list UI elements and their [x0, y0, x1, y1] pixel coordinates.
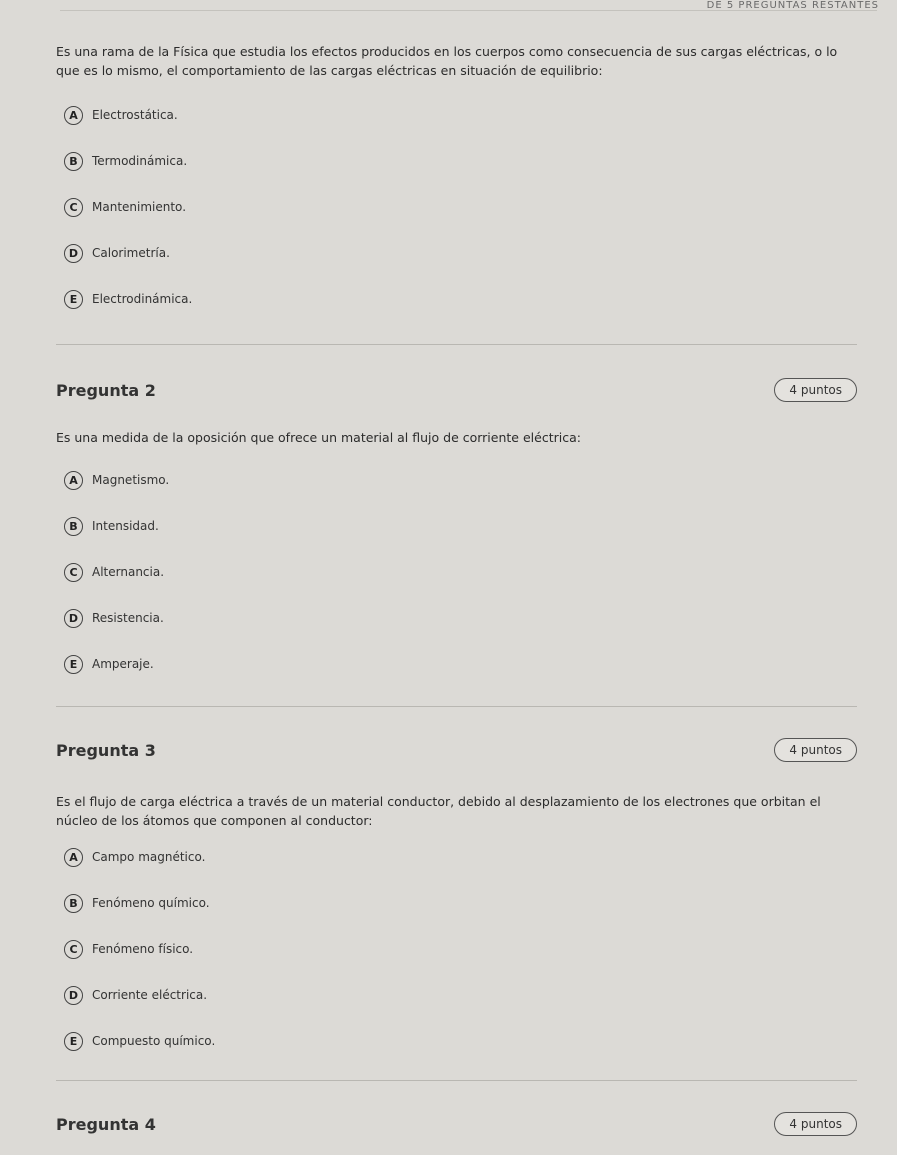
q3-option-b[interactable]	[56, 880, 857, 926]
question-divider	[56, 706, 857, 707]
q2-option-e[interactable]	[56, 641, 857, 687]
option-label: Corriente eléctrica.	[92, 988, 208, 1002]
option-letter: C	[64, 563, 83, 582]
q1-option-c[interactable]	[56, 184, 857, 230]
q1-option-d[interactable]	[56, 230, 857, 276]
option-label: Fenómeno físico.	[92, 942, 194, 956]
question-divider	[56, 344, 857, 345]
question-4-title: Pregunta 4	[56, 1114, 156, 1134]
option-label: Mantenimiento.	[92, 200, 187, 214]
option-label: Calorimetría.	[92, 246, 170, 260]
option-label: Electrostática.	[92, 108, 178, 122]
question-3-options	[56, 834, 857, 1064]
q1-option-b[interactable]	[56, 138, 857, 184]
question-2	[56, 378, 857, 687]
question-2-points-badge: 4 puntos	[774, 378, 857, 402]
question-3-title: Pregunta 3	[56, 740, 156, 760]
question-1-text: Es una rama de la Física que estudia los efectos producidos en los cuerpos como consecuencia de sus cargas eléctricas, o lo que es lo mismo, el comportamiento de las cargas eléctricas en situación de equilibrio:	[56, 44, 838, 78]
option-letter: A	[64, 106, 83, 125]
option-letter: D	[64, 609, 83, 628]
question-4-header	[56, 1112, 857, 1136]
remaining-questions-text: DE 5 PREGUNTAS RESTANTES	[706, 0, 879, 11]
option-label: Alternancia.	[92, 565, 165, 579]
question-3-text: Es el flujo de carga eléctrica a través de un material conductor, debido al desplazamiento de los electrones que orbitan el núcleo de los átomos que componen al conductor:	[56, 794, 821, 828]
q2-option-a[interactable]	[56, 457, 857, 503]
option-letter: D	[64, 244, 83, 263]
option-label: Campo magnético.	[92, 850, 206, 864]
option-label: Magnetismo.	[92, 473, 170, 487]
option-label: Compuesto químico.	[92, 1034, 216, 1048]
option-letter: E	[64, 290, 83, 309]
option-letter: C	[64, 198, 83, 217]
option-letter: B	[64, 894, 83, 913]
q3-option-c[interactable]	[56, 926, 857, 972]
option-label: Termodinámica.	[92, 154, 188, 168]
question-divider	[56, 1080, 857, 1081]
q1-option-e[interactable]	[56, 276, 857, 322]
option-label: Fenómeno químico.	[92, 896, 210, 910]
question-3-header	[56, 738, 857, 762]
question-4-points-badge: 4 puntos	[774, 1112, 857, 1136]
q3-option-e[interactable]	[56, 1018, 857, 1064]
option-letter: E	[64, 1032, 83, 1051]
q1-option-a[interactable]	[56, 92, 857, 138]
option-label: Amperaje.	[92, 657, 154, 671]
question-2-options	[56, 457, 857, 687]
option-letter: A	[64, 848, 83, 867]
q2-option-d[interactable]	[56, 595, 857, 641]
option-letter: E	[64, 655, 83, 674]
option-letter: D	[64, 986, 83, 1005]
question-3	[56, 738, 857, 1064]
option-letter: A	[64, 471, 83, 490]
q3-option-a[interactable]	[56, 834, 857, 880]
question-1-options	[56, 92, 857, 322]
option-label: Intensidad.	[92, 519, 159, 533]
option-letter: B	[64, 152, 83, 171]
option-letter: B	[64, 517, 83, 536]
question-2-text: Es una medida de la oposición que ofrece un material al flujo de corriente eléctrica:	[56, 430, 581, 445]
question-3-points-badge: 4 puntos	[774, 738, 857, 762]
q2-option-b[interactable]	[56, 503, 857, 549]
question-2-header	[56, 378, 857, 402]
question-1	[56, 42, 857, 322]
option-letter: C	[64, 940, 83, 959]
q3-option-d[interactable]	[56, 972, 857, 1018]
q2-option-c[interactable]	[56, 549, 857, 595]
option-label: Resistencia.	[92, 611, 164, 625]
question-4	[56, 1112, 857, 1136]
option-label: Electrodinámica.	[92, 292, 193, 306]
question-2-title: Pregunta 2	[56, 380, 156, 400]
